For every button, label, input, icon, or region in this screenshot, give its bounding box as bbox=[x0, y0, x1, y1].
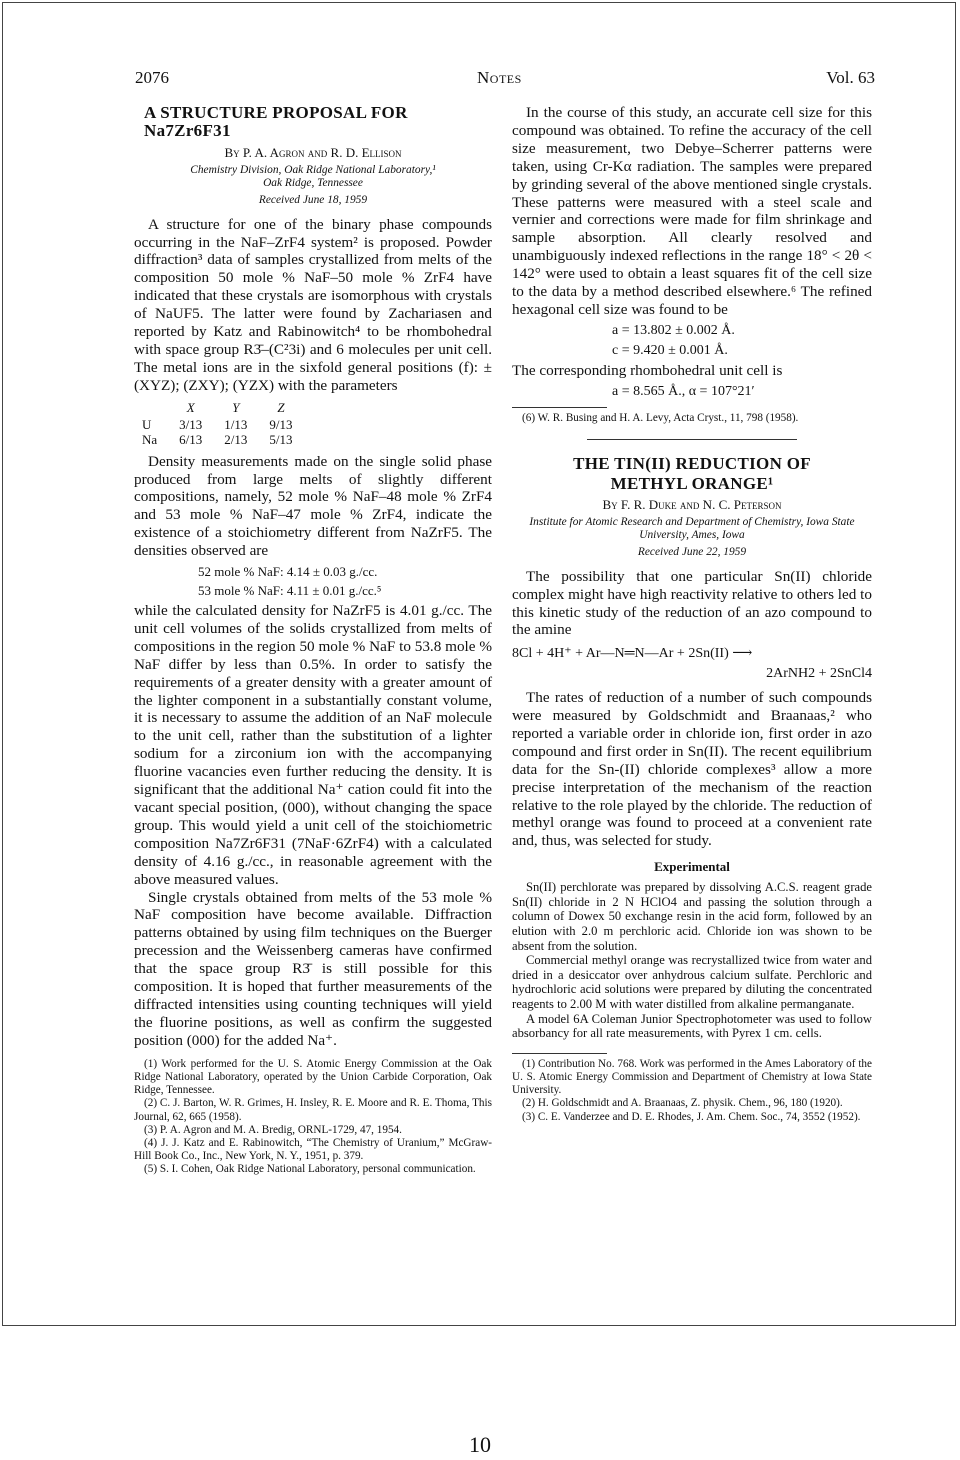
header-section: Notes bbox=[477, 68, 522, 87]
cell-size-a: a = 13.802 ± 0.002 Å. bbox=[612, 322, 735, 338]
article2-title: THE TIN(II) REDUCTION OF bbox=[573, 453, 811, 473]
footnote: (2) H. Goldschmidt and A. Braanaas, Z. physik. Chem., 96, 180 (1920). bbox=[522, 1097, 843, 1110]
header-page-number: 2076 bbox=[135, 68, 169, 87]
footnote: (5) S. I. Cohen, Oak Ridge National Laboratory, personal communication. bbox=[144, 1163, 476, 1176]
table-row bbox=[142, 432, 315, 447]
table-cell: 6/13 bbox=[179, 431, 203, 447]
article2-paragraph: The rates of reduction of a number of such compounds were measured by Goldschmidt and Braanaas,² who reported a variable order in chloride ion, first order in azo compound and first order in Sn(II). The recent equilibrium data for the Sn-(II) chloride complexes³ allow a more precise interpretation of the mechanism of the reaction relative to the role played by the chloride. The reduction of methyl orange was found to proceed at a convenient rate and, thus, was selected for study. bbox=[512, 689, 872, 850]
density-value: 53 mole % NaF: 4.11 ± 0.01 g./cc.⁵ bbox=[198, 583, 382, 599]
footnote-separator bbox=[512, 407, 607, 408]
header-volume: Vol. 63 bbox=[826, 68, 875, 87]
density-value: 52 mole % NaF: 4.14 ± 0.03 g./cc. bbox=[198, 564, 378, 580]
article1-paragraph: Single crystals obtained from melts of the 53 mole % NaF composition have become available. Diffraction patterns obtained by using film techniques on the Buerger precession and the Weissenberg cameras have confirmed that the space group R3̄ is still possible for this composition. It is hoped that further measurements of the diffracted intensities using counting techniques will yield the fluorine positions, as well as confirm the suggested position (000) for the added Na⁺. bbox=[134, 888, 492, 1049]
footnote: (3) C. E. Vanderzee and D. E. Rhodes, J. Am. Chem. Soc., 74, 3552 (1952). bbox=[522, 1110, 861, 1123]
article1-paragraph: In the course of this study, an accurate cell size for this compound was obtained. To refine the accuracy of the cell size measurement, two Debye–Scherrer patterns were taken, using Cr-Kα radiation. The samples were prepared by grinding several of the above mentioned single crystals. These patterns were measured with a steel scale and vernier and corrections were made for film shrinkage and sample absorption. All clearly resolved and unambiguously indexed reflections in the range 18° < 2θ < 142° were used to obtain a least squares fit of the cell size to the data by a method described elsewhere.⁶ The refined hexagonal cell size was found to be bbox=[512, 104, 872, 318]
parameters-header-cell: Z bbox=[277, 399, 285, 415]
experimental-paragraph: A model 6A Coleman Junior Spectrophotometer was used to follow absorbancy for all rate measurements, with Pyrex 1 cm. cells. bbox=[512, 1011, 872, 1041]
parameters-header-cell: Y bbox=[232, 399, 240, 415]
table-cell: Na bbox=[142, 431, 158, 447]
article1-affiliation: Chemistry Division, Oak Ridge National Laboratory,¹ bbox=[190, 163, 436, 176]
article-divider bbox=[587, 439, 797, 440]
table-cell: 3/13 bbox=[179, 416, 203, 432]
experimental-paragraph: Sn(II) perchlorate was prepared by dissolving A.C.S. reagent grade Sn(II) chloride in 2 N HClO4 and passing the solution through a column of Dowex 50 exchange resin in the acid form, followed by an elution with 2.0 m perchloric acid. Chloride ion was shown to be absent from the solution. bbox=[512, 880, 872, 953]
article1-title: A STRUCTURE PROPOSAL FOR Na7Zr6F31 bbox=[144, 103, 408, 140]
experimental-paragraph: Commercial methyl orange was recrystallized twice from water and dried in a desiccator over anhydrous calcium sulfate. Perchloric and hydrochloric acid solutions were prepared by diluting the concentrated reagents to 2.00 M with water distilled from alkaline permanganate. bbox=[512, 953, 872, 1011]
table-cell: 9/13 bbox=[269, 416, 293, 432]
footnote: (3) P. A. Agron and M. A. Bredig, ORNL-1729, 47, 1954. bbox=[144, 1123, 402, 1136]
article1-received: Received June 18, 1959 bbox=[258, 193, 368, 206]
article1-paragraph: while the calculated density for NaZrF5 is 4.01 g./cc. The unit cell volumes of the solids crystallized from melts of compositions in the region 50 mole % NaF to 53.8 mole % NaF differ by less than 0.5%. In order to satisfy the requirements of a greater density with a greater amount of the lighter component in a substantially constant volume, it is necessary to assume the addition of an NaF molecule to the unit cell, rather than the substitution of a lighter sodium for a zirconium ion with the accompanying fluorine vacancies even further reducing the density. It is significant that the additional Na⁺ cation could fit into the vacant special position, (000), without changing the space group. This would yield a unit cell of the stoichiometric composition Na7Zr6F31 (7NaF·6ZrF4) with a calculated density of 4.16 g./cc., in reasonable agreement with the above measured values. bbox=[134, 602, 492, 888]
article1-byline: By P. A. Agron and R. D. Ellison bbox=[224, 144, 402, 160]
article2-paragraph: The possibility that one particular Sn(II) chloride complex might have high reactivity relative to others led to this kinetic study of the reduction of an azo compound to the amine bbox=[512, 567, 872, 639]
table-cell: 2/13 bbox=[224, 431, 248, 447]
article1-paragraph: A structure for one of the binary phase compounds occurring in the NaF–ZrF4 system² is proposed. Powder diffraction³ data of samples crystallized from melts of the composition 50 mole % NaF–50 mole % ZrF4 have indicated that these crystals are isomorphous with crystals of NaUF5. The latter were found by Zachariasen and reported by Katz and Rabinowitch⁴ to be rhombohedral with space group R3̄–(C²3i) and 6 molecules per unit cell. The metal ions are in the sixfold general positions (f): ± (XYZ); (ZXY); (YZX) with the parameters bbox=[134, 215, 492, 394]
experimental-section bbox=[512, 880, 872, 1041]
rhombohedral-cell: a = 8.565 Å., α = 107°21′ bbox=[612, 383, 755, 399]
parameters-header-cell bbox=[142, 399, 179, 417]
parameters-table bbox=[142, 399, 315, 447]
article1-paragraph: Density measurements made on the single solid phase produced from large melts of slightly different compositions, namely, 52 mole % NaF–48 mole % ZrF4 and 53 mole % NaF–47 mole % ZrF4, indicate the existence of a stoichiometry different from NaZrF5. The densities observed are bbox=[134, 452, 492, 560]
left-column bbox=[134, 104, 492, 1177]
table-cell: U bbox=[142, 416, 152, 432]
footnote: (1) Work performed for the U. S. Atomic Energy Commission at the Oak Ridge National Laboratory, operated by the Union Carbide Corporation, Oak Ridge, Tennessee. bbox=[134, 1057, 492, 1097]
reaction-equation-products: 2ArNH2 + 2SnCl4 bbox=[766, 666, 872, 682]
reaction-equation: 8Cl + 4H⁺ + Ar—N═N—Ar + 2Sn(II) ⟶ bbox=[512, 646, 753, 662]
page-number: 10 bbox=[469, 1432, 491, 1457]
parameters-header-row bbox=[142, 399, 315, 417]
article1-affiliation-location: Oak Ridge, Tennessee bbox=[263, 176, 363, 189]
article2-byline: By F. R. Duke and N. C. Peterson bbox=[602, 496, 782, 512]
table-cell: 5/13 bbox=[269, 431, 293, 447]
article1-paragraph: The corresponding rhombohedral unit cell is bbox=[512, 361, 783, 379]
right-column bbox=[512, 104, 872, 1124]
article2-received: Received June 22, 1959 bbox=[637, 545, 747, 558]
footnote-separator bbox=[512, 1053, 607, 1054]
article2-title-line2: METHYL ORANGE¹ bbox=[610, 473, 774, 493]
journal-header bbox=[135, 68, 875, 92]
parameters-header-cell: X bbox=[186, 399, 195, 415]
cell-size-c: c = 9.420 ± 0.001 Å. bbox=[612, 342, 728, 358]
footnote: (2) C. J. Barton, W. R. Grimes, H. Insley, R. E. Moore and R. E. Thoma, This Journal, 62, 665 (1958). bbox=[134, 1097, 492, 1123]
article2-affiliation: Institute for Atomic Research and Department of Chemistry, Iowa State University, Ames, Iowa bbox=[529, 515, 855, 541]
table-row bbox=[142, 417, 315, 432]
footnote: (1) Contribution No. 768. Work was performed in the Ames Laboratory of the U. S. Atomic Energy Commission and Department of Chemistry at Iowa State University. bbox=[512, 1057, 872, 1097]
footnote: (6) W. R. Busing and H. A. Levy, Acta Cryst., 11, 798 (1958). bbox=[522, 411, 799, 424]
experimental-heading: Experimental bbox=[654, 859, 730, 875]
table-cell: 1/13 bbox=[224, 416, 248, 432]
footnote: (4) J. J. Katz and E. Rabinowitch, “The Chemistry of Uranium,” McGraw-Hill Book Co., Inc., New York, N. Y., 1951, p. 379. bbox=[134, 1136, 492, 1163]
